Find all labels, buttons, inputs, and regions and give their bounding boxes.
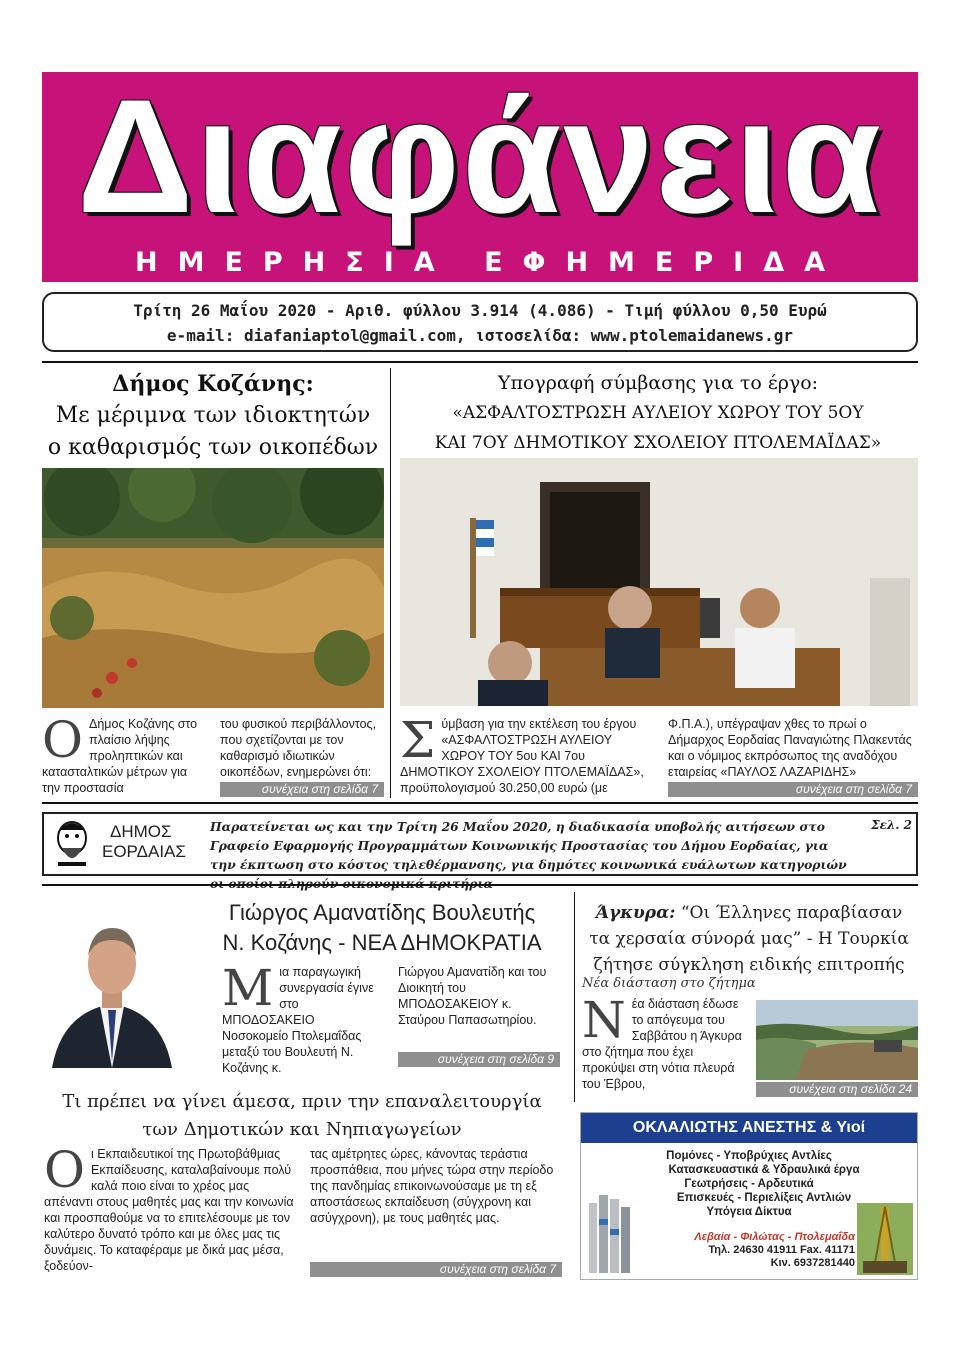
eordaia-banner-text: Παρατείνεται ως και την Τρίτη 26 Μαΐου 2020, η διαδικασία υποβολής αιτήσεων στο Γραφείο Εφαρμογής Προγραμμάτων Κοινωνικής Προστασίας του Δήμου Εορδαίας, για την έκπτωση στο κόστος τηλεθέρμανσης, για δημότες κοινωνικά ευάλωτων κατηγοριών <box>210 819 847 872</box>
schools-dropcap: Ο <box>44 1141 85 1199</box>
kozani-headline <box>42 368 384 464</box>
eordaia-logo-text <box>102 822 222 862</box>
mp-headline-line2: Ν. Κοζάνης - ΝΕΑ ΔΗΜΟΚΡΑΤΙΑ <box>222 930 542 955</box>
ankara-headline <box>580 900 918 978</box>
schools-headline-line2: των Δημοτικών και Νηπιαγωγείων <box>142 1119 462 1140</box>
kozani-headline-line3: ο καθαρισμός των οικοπέδων <box>47 435 379 460</box>
schools-col1 <box>44 1141 294 1273</box>
oklaliotis-ad[interactable] <box>580 1112 918 1280</box>
mp-continue-link[interactable]: συνέχεια στη σελίδα 9 <box>398 1052 560 1067</box>
contract-dropcap: Σ <box>400 711 436 769</box>
contract-headline <box>398 368 918 458</box>
contract-headline-line2: «ΑΣΦΑΛΤΟΣΤΡΩΣΗ ΑΥΛΕΙΟΥ ΧΩΡΟΥ ΤΟΥ 5ΟΥ <box>452 403 864 423</box>
divider <box>42 884 918 886</box>
mp-col2: Γιώργου Αμανατίδη και του Διοικητή του ΜΠΟΔΟΣΑΚΕΙΟΥ κ. Σταύρου Παπασωτηρίου. <box>398 965 547 1027</box>
masthead <box>42 66 918 282</box>
contract-col2: Φ.Π.Α.), υπέγραψαν χθες το πρωί ο Δήμαρχος Εορδαίας Παναγιώτης Πλακεντάς και ο νόμιμος εκπρόσωπος της αναδόχου εταιρείας «ΠΑΥΛΟΣ ΛΑΖΑΡΙΔΗΣ» <box>668 717 912 779</box>
ad-mobile: Κιν. 6937281440 <box>770 1257 855 1269</box>
divider <box>42 361 918 363</box>
newspaper-subtitle: ΗΜΕΡΗΣΙΑ ΕΦΗΜΕΡΙΔΑ <box>134 247 845 278</box>
kozani-headline-line2: Με μέριμνα των ιδιοκτητών <box>55 403 371 428</box>
ad-title: ΟΚΛΑΛΙΩΤΗΣ ΑΝΕΣΤΗΣ & Υιοί <box>581 1113 917 1143</box>
ankara-headline-line3: ζήτησε σύγκληση ειδικής επιτροπής <box>593 955 905 975</box>
kozani-continue-link[interactable]: συνέχεια στη σελίδα 7 <box>220 782 384 797</box>
newspaper-title: Διαφάνεια <box>76 66 884 247</box>
eordaia-banner <box>42 812 918 876</box>
overgrown-lot-photo <box>42 468 384 708</box>
ad-line5: Υπόγεια Δίκτυα <box>706 1206 792 1218</box>
drilling-rig-icon <box>857 1203 913 1275</box>
ad-line1: Πομόνες - Υποβρύχιες Αντλίες <box>666 1150 832 1162</box>
issue-info-box <box>42 292 918 352</box>
column-divider <box>390 368 391 798</box>
ankara-col1-text: έα διάσταση έδωσε το απόγευμα του Σαββάτου η Άγκυρα στο ζήτημα που έχει προκύψει στη νότια πλευρά του Έβρου, <box>582 997 742 1091</box>
divider <box>42 802 918 804</box>
ankara-dropcap: Ν <box>582 991 626 1049</box>
column-divider <box>574 892 575 1102</box>
evros-border-photo <box>756 1000 918 1080</box>
ankara-continue-link[interactable]: συνέχεια στη σελίδα 24 <box>756 1082 918 1097</box>
kozani-col1-text: Δήμος Κοζάνης στο πλαίσιο λήψης προληπτικών και κατασταλτικών μέτρων για την προστασία <box>42 717 198 795</box>
contact-line: e-mail: diafaniaptol@gmail.com, ιστοσελίδα: www.ptolemaidanews.gr <box>166 326 794 345</box>
mp-col1 <box>222 959 384 1075</box>
schools-col2: τας αμέτρητες ώρες, κάνοντας τεράστια προσπάθεια, που μήνες τώρα στην περίοδο της πανδημίας επικοινωνούσαμε με τη εξ αποστάσεως εκπαίδευση (σύγχρονη και ασύγχρονη), με τους μαθητές μας. <box>310 1147 554 1225</box>
eordaia-logo-line2: ΕΟΡΔΑΙΑΣ <box>102 842 186 861</box>
ankara-headline-rest: “Οι Έλληνες παραβίασαν <box>680 903 903 923</box>
eordaia-page-ref[interactable]: Σελ. 2 <box>871 818 912 832</box>
contract-continue-link[interactable]: συνέχεια στη σελίδα 7 <box>668 782 918 797</box>
ad-line2: Κατασκευαστικά & Υδραυλικά έργα <box>668 1164 860 1176</box>
ad-line3: Γεωτρήσεις - Αρδευτικά <box>684 1178 814 1190</box>
contract-col1-text: ύμβαση για την εκτέλεση του έργου «ΑΣΦΑΛΤΟΣΤΡΩΣΗ ΑΥΛΕΙΟΥ ΧΩΡΟΥ ΤΟΥ 5ου ΚΑΙ 7ου ΔΗΜΟΤΙΚΟΥ ΣΧΟΛΕΙΟΥ ΠΤΟΛΕΜΑΪΔΑΣ», προϋπολογισμού 30.250,00 ευρώ (με <box>400 717 644 795</box>
mp-headline <box>196 898 568 958</box>
kozani-col1 <box>42 711 204 795</box>
ad-contact <box>635 1231 855 1270</box>
pump-pipes-icon <box>587 1189 633 1275</box>
contract-headline-line3: ΚΑΙ 7ΟΥ ΔΗΜΟΤΙΚΟΥ ΣΧΟΛΕΙΟΥ ΠΤΟΛΕΜΑΪΔΑΣ» <box>434 433 882 453</box>
mp-portrait-photo <box>42 892 182 1068</box>
ankara-subhead: Νέα διάσταση στο ζήτημα <box>582 976 756 991</box>
mp-col1-text: ια παραγωγική συνεργασία έγινε στο ΜΠΟΔΟΣΑΚΕΙΟ Νοσοκομείο Πτολεμαΐδας μεταξύ του Βουλευτή Ν. Κοζάνης κ. <box>222 965 374 1075</box>
ad-places: Λεβαία - Φιλώτας - Πτολεμαΐδα <box>694 1231 855 1243</box>
schools-headline-line1: Τι πρέπει να γίνει άμεσα, πριν την επαναλειτουργία <box>62 1091 542 1112</box>
contract-signing-photo <box>400 458 918 706</box>
contract-col1 <box>400 711 652 795</box>
eordaia-logo-icon <box>50 818 94 870</box>
contract-headline-line1: Υπογραφή σύμβασης για το έργο: <box>497 372 819 394</box>
schools-continue-link[interactable]: συνέχεια στη σελίδα 7 <box>310 1262 562 1277</box>
schools-col1-text: ι Εκπαιδευτικοί της Πρωτοβάθμιας Εκπαίδευσης, καταλαβαίνουμε πολύ καλά ποιο είναι το χρέος μας απέναντι στους μαθητές μας και την κοινωνία και προσπαθούμε να το επιτελέσουμε με τον καλύτερο δυνατό τρόπο και με όλες μας τις δυνάμεις. Το καταφέραμε με δικά μας μέσα, ξοδεύον- <box>44 1147 294 1273</box>
ankara-col1 <box>582 991 742 1091</box>
kozani-dropcap: Ο <box>42 711 83 769</box>
schools-headline <box>42 1088 562 1144</box>
kozani-col2: του φυσικού περιβάλλοντος, που σχετίζονται με τον καθαρισμό ιδιωτικών οικοπέδων, ενημερώνει ότι: <box>220 717 377 779</box>
kozani-headline-bold: Δήμος Κοζάνης: <box>112 371 314 397</box>
ankara-headline-bold: Άγκυρα: <box>595 903 676 923</box>
mp-dropcap: Μ <box>222 959 274 1017</box>
eordaia-logo-line1: ΔΗΜΟΣ <box>110 822 172 841</box>
ankara-headline-line2: τα χερσαία σύνορά μας” - Η Τουρκία <box>589 929 909 949</box>
issue-date-line: Τρίτη 26 Μαΐου 2020 - Αριθ. φύλλου 3.914 (4.086) - Τιμή φύλλου 0,50 Ευρώ <box>133 301 827 320</box>
ad-line4: Επισκευές - Περιελίξεις Αντλιών <box>676 1192 852 1204</box>
mp-headline-line1: Γιώργος Αμανατίδης Βουλευτής <box>228 900 536 925</box>
ad-phone: Τηλ. 24630 41911 Fax. 41171 <box>708 1244 855 1256</box>
